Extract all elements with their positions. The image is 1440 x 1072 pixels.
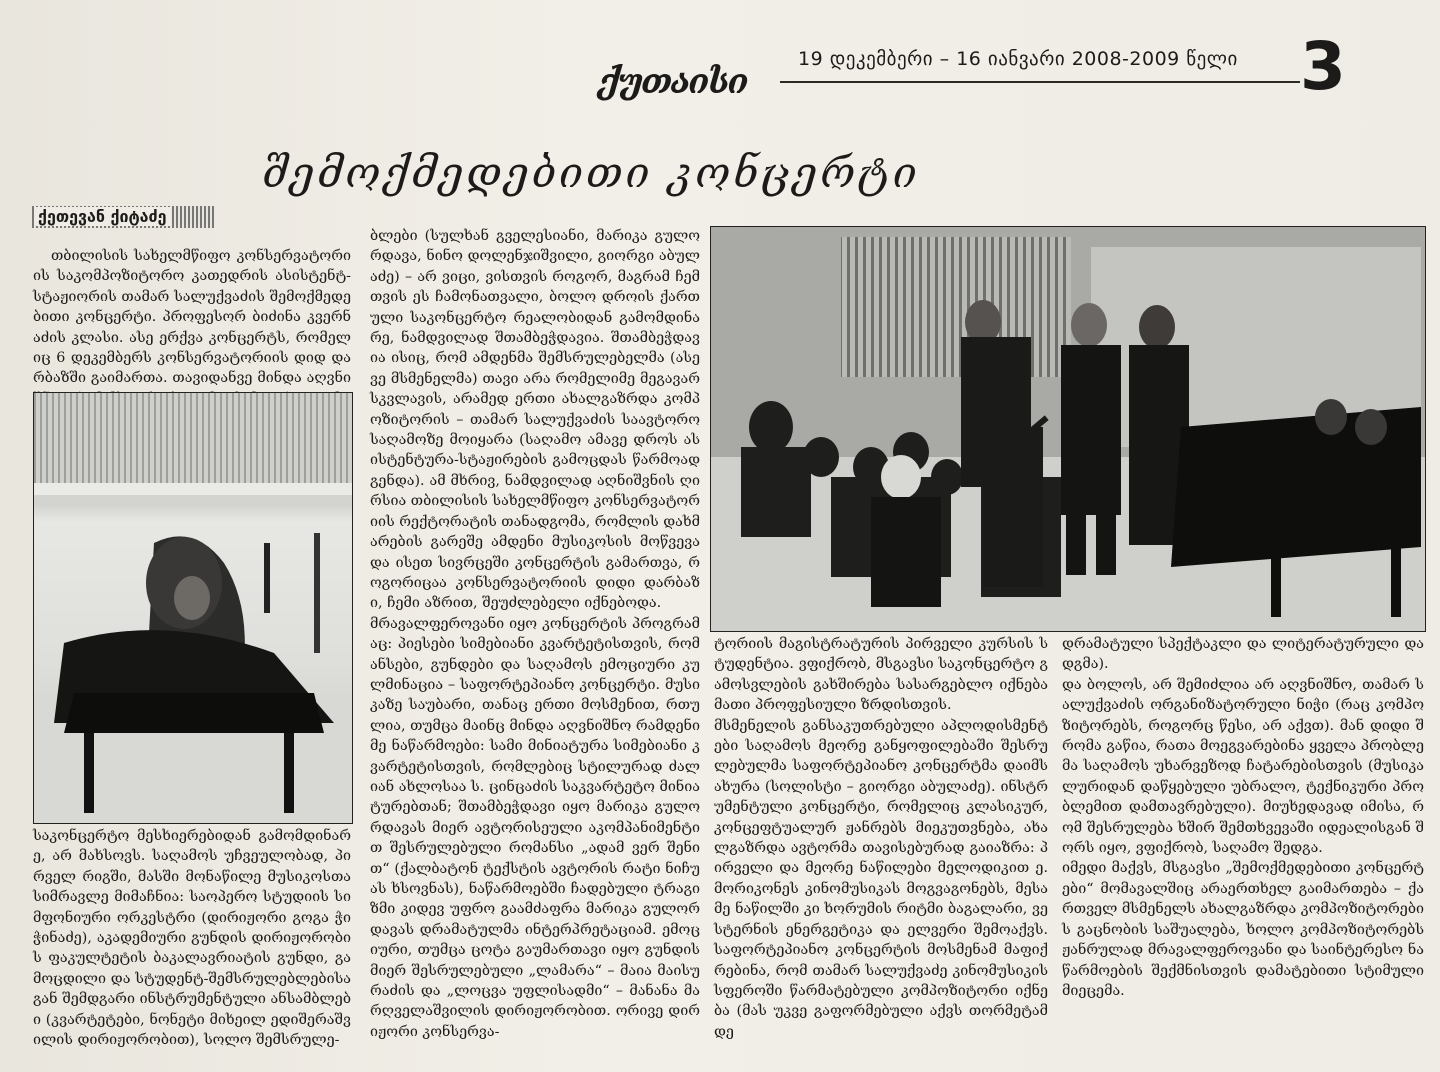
article-col3: ტორიის მაგისტრატურის პირველი კურსის სტუდენტია. ვფიქრობ, მსგავსი საკონცერტო გამოსვლების გახშირება სასარგებლო იქნება მათი პროფესიული ზრდისთვის. მსმენელის განსაკუთრებული აპლოდისმენტები საღამოს მეორე განყოფილებაში შესრულებულმა საფორტეპიანო კონცერტმა დაიმსახურა (სოლისტი – გიორგი აბულაძე). ინსტრუმენტული კონცერტი, რომელიც კლასიკურ, კონცეფტუალურ ჟანრებს მიეკუთვნება, ახალგაზრდა ავტორმა თავისებურად გაიაზრა: პირველი და მეორე ნაწილები მელოდიკით ე. მორიკონეს კინომუსიკას მოგვაგონებს, მესამე ნაწილში კი ხორუმის რიტმი ბაგალარი, ვესტერნის ენერგეტიკა და ელვერი შემოაქვს. საფორტეპიანო კონცერტის მოსმენამ მაფიქრებინა, რომ თამარ სალუქვაძე კინომუსიკის სფეროში წარმატებული კომპოზიტორი იქნება (მას უკვე გაფორმებული აქვს თორმეტამდე [714, 636, 1048, 1040]
author-byline: ქეთევან ქიტაძე [34, 207, 171, 226]
pianist-photo-illustration [34, 393, 352, 823]
article-col1-top: თბილისის სახელმწიფო კონსერვატორიის საკომპოზიტორო კათედრის ასისტენტ-სტაჟიორის თამარ სალუქვაძის შემოქმედებითი კონცერტი. პროფესორ ბიძინა კვერნაძის კლასი. ასე ერქვა კონცერტს, რომელიც 6 დეკემბერს კონსერვატორიის დიდ დარბაზში გაიმართა. თავიდანვე მინდა აღვნი [33, 248, 351, 387]
newspaper-logo: ქუთაისი [598, 62, 747, 102]
masthead-rule [780, 81, 1300, 83]
stage-photo [710, 226, 1426, 632]
pianist-photo [33, 392, 353, 824]
article-col2: ბლები (სულხან გველესიანი, მარიკა გულორდავა, ნინო დოლენჯიშვილი, გიორგი აბულაძე) – არ ვიცი, ვისთვის როგორ, მაგრამ ჩემთვის ეს ჩამონათვალი, ბოლო დროის ქართული საკონცერტო რეალობიდან გამომდინარე, ნამდვილად შთამბეჭდავია. შთამბეჭდავია ისიც, რომ ამდენმა შემსრულებელმა (ასევე მსმენელმა) თავი არა რომელიმე მეგავარსკვლავის, არამედ ერთი ახალგაზრდა კომპოზიტორის – თამარ სალუქვაძის საავტორო საღამოზე მოიყარა (საღამო ამავე დროს ასისტენტურა-სტაჟირების გამოცდას წარმოადგენდა). ამ მხრივ, ნამდვილად აღნიშვნის ღირსია თბილისის სახელმწიფო კონსერვატორიის რექტორატის თანადგომა, რომლის დახმარების გარეშე ამდენი მუსიკოსის მოწვევა და ისეთ სივრცეში კონცერტის გამართვა, როგორიცაა კონსერვატორიის დიდი დარბაზი, ჩემი აზრით, შეუძლებელი იქნებოდა. მრავალფეროვანი იყო კონცერტის პროგრამაც: პიესები სიმებიანი კვარტეტისთვის, რომანსები, გუნდები და საღამოს ემოციური კულმინაცია – საფორტეპიანო კონცერტი. მუსიკაზე საუბარი, თანაც ერთი მოსმენით, რთულია, თუმცა მაინც მინდა აღვნიშნო რამდენიმე ნაწარმოები: სამი მინიატურა სიმებიანი კვარტეტისთვის, რომლებიც სტილურად ძალიან ახლოსაა ს. ცინცაძის საკვარტეტო მინიატურებთან; შთამბეჭდავი იყო მარიკა გულორდავას მიერ ავტორისეული აკომპანიმენტით შესრულებული რომანსი „ადამ ვერ შენით“ (ქალბატონ ტექსტის ავტორის რატი ნიჩუას ხსოვნას), ნაწარმოებში ჩადებული ტრაგიზმი კიდევ უფრო გაამძაფრა მარიკა გულორდავას დრამატულმა ინტერპრეტაციამ. ემოციური, თუმცა ცოტა გაუმართავი იყო გუნდის მიერ შესრულებული „ლამარა“ – მაია მაისურაძის და „ლოცვა უფლისადმი“ – მანანა მარღველაშვილის დირიჟორობით. ორივე დირიჟორი კონსერვა- [370, 228, 701, 1040]
article-col1-bottom: საკონცერტო მესხიერებიდან გამომდინარე, არ მახსოვს. საღამოს უჩვეულობად, პირველ რიგში, მასში მონაწილე მუსიკოსთა სიმრავლე მიმაჩნია: საოპერო სტუდიის სიმფონიური ორკესტრი (დირიჟორი გოგა ჭიჭინაძე), აკადემიური გუნდის დირიჟორობის ფაკულტეტის ბაკალავრიატის გუნდი, გამოცდილი და სტუდენტ-შემსრულებლებისაგან შემდგარი ინსტრუმენტული ანსამბლები (კვარტეტები, ნონეტი მიხეილ ედიშერაშვილის დირიჟორობით), სოლო შემსრულე- [33, 828, 351, 1049]
page-number: 3 [1300, 28, 1346, 105]
issue-dateline: 19 დეკემბერი – 16 იანვარი 2008-2009 წელი [798, 48, 1238, 70]
article-headline: შემოქმედებითი კონცერტი [262, 148, 920, 197]
author-byline-bar [32, 206, 214, 228]
article-col4: დრამატული სპექტაკლი და ლიტერატურული დადგმა). და ბოლოს, არ შემიძლია არ აღვნიშნო, თამარ სალუქვაძის ორგანიზატორული ნიჭი (რაც კომპოზიტორებს, როგორც წესი, არ აქვთ). მან დიდი შრომა გაწია, რათა მოეგვარებინა ყველა პრობლემა საღამოს უხარვეზოდ ჩატარებისთვის (მუსიკალურიდან დაწყებული უბრალო, ტექნიკური პრობლემით დამთავრებული). მიუხედავად იმისა, რომ შესრულება ხშირ შემთხვევაში იდეალისგან შორს იყო, ვფიქრობ, საღამო შედგა. იმედი მაქვს, მსგავსი „შემოქმედებითი კონცერტები“ მომავალშიც არაერთხელ გაიმართება – ქართველ მსმენელს ახალგაზრდა კომპოზიტორების გაცნობის საშუალება, ხოლო კომპოზიტორებს ჟანრულად მრავალფეროვანი და საინტერესო ნაწარმოების შექმნისთვის დამატებითი სტიმული მიეცემა. [1062, 636, 1424, 999]
stage-photo-illustration [711, 227, 1425, 631]
